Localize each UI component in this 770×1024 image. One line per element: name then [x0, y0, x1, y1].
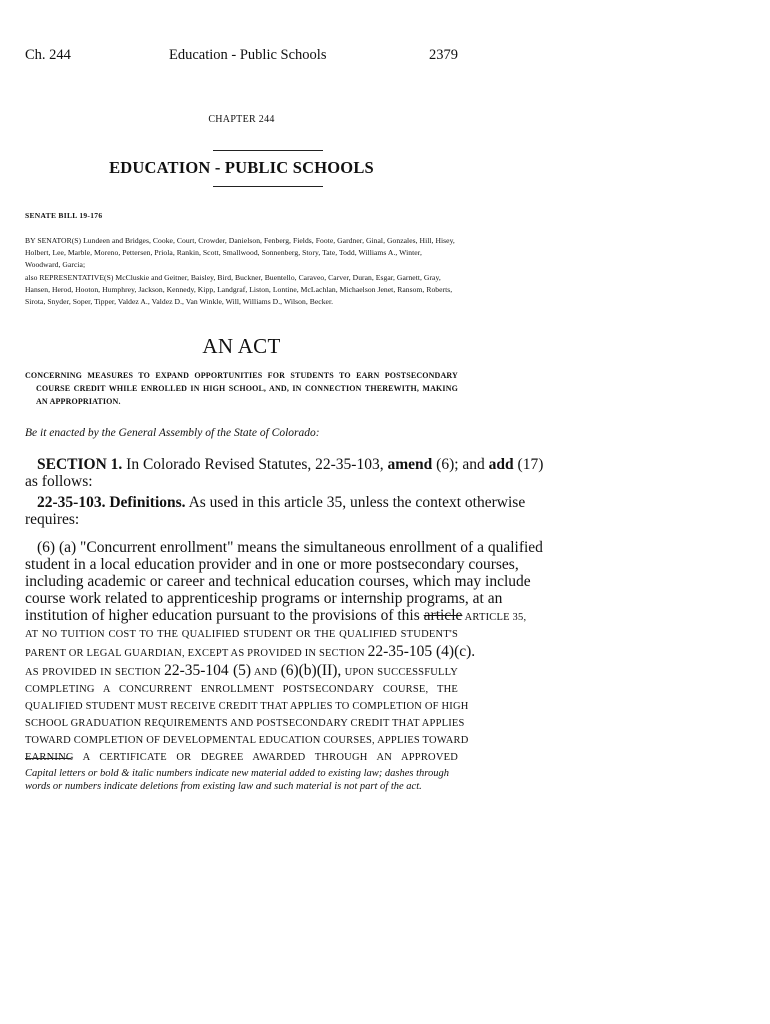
section-1: [25, 456, 544, 490]
statute-line: AT NO TUITION COST TO THE QUALIFIED STUDENT OR THE QUALIFIED STUDENT'S: [25, 629, 458, 640]
section-1-line: SECTION 1. In Colorado Revised Statutes, 22-35-103, amend (6); and add (17): [37, 456, 544, 473]
chapter-title: EDUCATION - PUBLIC SCHOOLS: [109, 158, 374, 177]
act-summary: [25, 369, 458, 408]
statute-line: AS PROVIDED IN SECTION 22-35-104 (5) AND (6)(b)(II), UPON SUCCESSFULLY: [25, 662, 458, 679]
statute-line: including academic or career and technical education courses, which may include: [25, 573, 531, 590]
act-heading: AN ACT: [202, 334, 281, 358]
definitions-section: [25, 494, 526, 528]
section-label: SECTION 1.: [37, 456, 123, 473]
deleted-text: article: [423, 607, 463, 624]
statute-line: COMPLETING A CONCURRENT ENROLLMENT POSTSECONDARY COURSE, THE: [25, 684, 458, 695]
statute-line: QUALIFIED STUDENT MUST RECEIVE CREDIT THAT APPLIES TO COMPLETION OF HIGH: [25, 701, 469, 712]
add-keyword: add: [488, 456, 514, 473]
statute-line: institution of higher education pursuant to the provisions of this article ARTICLE 35,: [25, 607, 527, 624]
footnote-line: Capital letters or bold & italic numbers indicate new material added to existing law; dashes through: [25, 768, 449, 779]
house-sponsors: also REPRESENTATIVE(S) McCluskie and Geitner, Baisley, Bird, Buckner, Buentello, Caraveo, Carver, Duran, Esgar, Garnett, Gray, Hansen, Herod, Hooton, Humphrey, Jackson, Kennedy, Kipp, Landgraf, Liston, Lontine, McLachlan, Michaelson Jenet, Ransom, Roberts, Sirota, Snyder, Soper, Tipper, Valdez A., Valdez D., Van Winkle, Will, Williams D., Wilson, Becker.: [25, 272, 453, 307]
statute-line: student in a local education provider and in one or more postsecondary courses,: [25, 556, 519, 573]
statute-line: EARNING A CERTIFICATE OR DEGREE AWARDED THROUGH AN APPROVED: [25, 752, 458, 763]
statute-line: TOWARD COMPLETION OF DEVELOPMENTAL EDUCATION COURSES, APPLIES TOWARD: [25, 735, 469, 746]
act-summary-line: AN APPROPRIATION.: [36, 397, 121, 406]
running-head: [25, 47, 458, 65]
title-rule-bottom: [213, 186, 323, 187]
definitions-heading: 22-35-103. Definitions.: [37, 494, 186, 511]
section-1-line: as follows:: [25, 473, 93, 490]
footnote-line: words or numbers indicate deletions from existing law and such material is not part of the act.: [25, 781, 422, 792]
running-head-title: Education - Public Schools: [169, 47, 327, 63]
definitions-line: requires:: [25, 511, 80, 528]
senate-sponsors: BY SENATOR(S) Lundeen and Bridges, Cooke, Court, Crowder, Danielson, Fenberg, Fields, Foote, Gardner, Ginal, Gonzales, Hill, Hisey, Holbert, Lee, Marble, Moreno, Pettersen, Priola, Rankin, Scott, Smallwood, Sonnenberg, Story, Tate, Todd, Williams A., Winter, Woodward, Garcia;: [25, 236, 455, 270]
statute-line: SCHOOL GRADUATION REQUIREMENTS AND POSTSECONDARY CREDIT THAT APPLIES: [25, 718, 465, 729]
page-number: 2379: [429, 47, 458, 63]
act-summary-line: COURSE CREDIT WHILE ENROLLED IN HIGH SCHOOL, AND, IN CONNECTION THEREWITH, MAKING: [36, 384, 458, 393]
statute-line: course work related to apprenticeship programs or internship programs, at an: [25, 590, 503, 607]
footnote-rule: [25, 758, 71, 759]
statute-line: PARENT OR LEGAL GUARDIAN, EXCEPT AS PROVIDED IN SECTION 22-35-105 (4)(c).: [25, 643, 476, 660]
footnote: [25, 767, 458, 793]
chapter-label: CHAPTER 244: [208, 114, 275, 125]
sponsors-list: [25, 235, 458, 308]
definitions-line: 22-35-103. Definitions. As used in this article 35, unless the context otherwise: [37, 494, 526, 511]
act-summary-line: CONCERNING MEASURES TO EXPAND OPPORTUNITIES FOR STUDENTS TO EARN POSTSECONDARY: [25, 371, 458, 380]
bill-number: SENATE BILL 19-176: [25, 211, 103, 220]
enacting-clause: Be it enacted by the General Assembly of the State of Colorado:: [25, 427, 320, 439]
title-rule-top: [213, 150, 323, 151]
amend-keyword: amend: [387, 456, 433, 473]
subsection-6: [25, 539, 543, 766]
running-head-chapter: Ch. 244: [25, 47, 71, 63]
statute-line: (6) (a) "Concurrent enrollment" means the simultaneous enrollment of a qualified: [37, 539, 543, 556]
